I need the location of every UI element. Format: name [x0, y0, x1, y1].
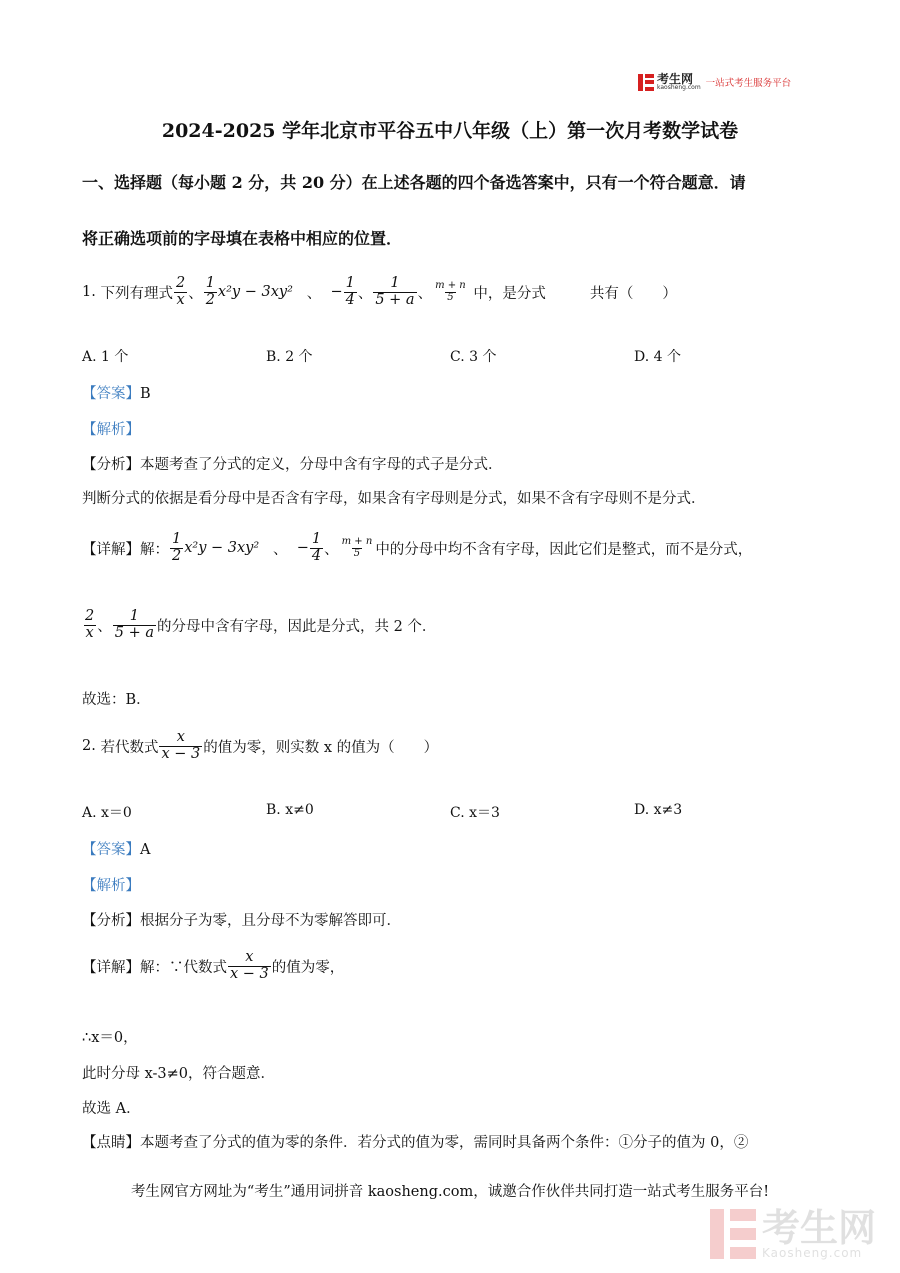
question-count: 共有（ ） — [589, 285, 677, 302]
detail-tail: 中的分母中均不含有字母，因此它们是整式，而不是分式， — [375, 541, 753, 558]
page-title: 2024-2025 学年北京市平谷五中八年级（上）第一次月考数学试卷 — [161, 120, 739, 142]
option-d: D. 4 个 — [634, 349, 681, 365]
section-heading-line1: 一、选择题（每小题 2 分，共 20 分）在上述各题的四个备选答案中，只有一个符合题意．请 — [82, 173, 746, 192]
separator: 、 — [357, 285, 373, 302]
option-b: B. x≠0 — [266, 802, 314, 818]
analysis-tag: 【解析】 — [82, 878, 140, 894]
fraction: $\frac{1}{4}$ — [311, 531, 322, 564]
detail-line — [82, 940, 344, 992]
question-number: 2. — [82, 738, 96, 754]
question-lead: 下列有理式 — [100, 285, 173, 302]
expression: x²y − 3xy² — [217, 284, 293, 300]
question-tail: 的值为零，则实数 x 的值为（ ） — [203, 739, 439, 756]
option-c: C. x＝3 — [450, 805, 500, 821]
condition-line: 此时分母 x-3≠0，符合题意． — [82, 1066, 276, 1082]
analysis-tag: 【解析】 — [82, 422, 140, 438]
option-d: D. x≠3 — [634, 802, 683, 818]
logo-icon — [638, 74, 654, 91]
detail-tail: 的分母中含有字母，因此是分式，共 2 个． — [156, 618, 437, 635]
fraction: $\frac{2}{x}$ — [85, 608, 95, 641]
dianjing-text: 【点睛】本题考查了分式的值为零的条件．若分式的值为零，需同时具备两个条件：①分子的值为 0，② — [82, 1135, 749, 1151]
therefore-line: ∴x＝0， — [82, 1030, 138, 1046]
watermark-logo-icon — [710, 1209, 756, 1259]
minus-sign: − — [296, 540, 309, 556]
answer-line — [82, 838, 150, 859]
separator: 、 — [306, 285, 322, 302]
detail-lead: 【详解】解：∵代数式 — [82, 959, 227, 976]
detail-tail: 的值为零， — [271, 959, 345, 976]
fraction: $\frac{2}{x}$ — [175, 275, 186, 308]
analysis-text: 【分析】根据分子为零，且分母不为零解答即可． — [82, 913, 401, 929]
logo-slogan: 一站式考生服务平台 — [705, 78, 792, 89]
separator: 、 — [97, 618, 112, 635]
answer-line — [82, 382, 151, 403]
option-c: C. 3 个 — [450, 349, 497, 365]
basis-text: 判断分式的依据是看分母中是否含有字母，如果含有字母则是分式，如果不含有字母则不是分式． — [82, 491, 706, 507]
fraction: $\frac{1}{4}$ — [345, 275, 355, 308]
fraction: $\frac{m + n}{5}$ — [341, 536, 373, 559]
question-2 — [82, 720, 438, 772]
question-lead: 若代数式 — [100, 739, 159, 756]
conclusion: 故选 A． — [82, 1101, 141, 1117]
question-number: 1. — [82, 284, 96, 300]
answer-value: B — [140, 386, 151, 402]
separator: 、 — [417, 285, 433, 302]
header-logo — [638, 72, 791, 92]
logo-domain: kaosheng.com — [657, 84, 701, 91]
minus-sign: − — [330, 284, 343, 300]
option-a: A. 1 个 — [82, 349, 129, 365]
separator: 、 — [188, 285, 203, 302]
separator: 、 — [324, 541, 339, 558]
fraction: $\frac{1}{2}$ — [205, 275, 215, 308]
fraction: $\frac{1}{5 + a}$ — [375, 275, 415, 308]
fraction: $\frac{x}{x - 3}$ — [161, 729, 201, 762]
analysis-text: 【分析】本题考查了分式的定义，分母中含有字母的式子是分式． — [82, 457, 503, 473]
logo-name: 考生网 — [657, 72, 694, 86]
watermark-domain: Kaosheng.com — [761, 1246, 863, 1260]
question-tail: 中，是分式 — [473, 285, 546, 302]
separator: 、 — [273, 541, 288, 558]
fraction: $\frac{m + n}{5}$ — [435, 280, 466, 303]
watermark-name: 考生网 — [761, 1206, 876, 1250]
answer-tag: 【答案】 — [82, 386, 140, 402]
footer-text: 考生网官方网址为“考生”通用词拼音 kaosheng.com，诚邀合作伙伴共同打造一站式考生服务平台! — [130, 1184, 770, 1200]
fraction: $\frac{1}{2}$ — [172, 531, 182, 564]
watermark — [710, 1206, 876, 1260]
answer-value: A — [140, 842, 151, 858]
detail-lead: 【详解】解： — [82, 541, 169, 558]
fraction: $\frac{x}{x - 3}$ — [230, 949, 269, 982]
question-1 — [82, 264, 677, 320]
option-b: B. 2 个 — [266, 349, 313, 365]
fraction: $\frac{1}{5 + a}$ — [114, 608, 154, 641]
section-heading-line2: 将正确选项前的字母填在表格中相应的位置． — [82, 229, 403, 248]
detail-line-1 — [82, 520, 752, 576]
detail-line-2 — [82, 600, 436, 650]
conclusion: 故选：B． — [82, 692, 151, 708]
answer-tag: 【答案】 — [82, 842, 140, 858]
expression: x²y − 3xy² — [184, 540, 260, 556]
option-a: A. x＝0 — [82, 805, 132, 821]
